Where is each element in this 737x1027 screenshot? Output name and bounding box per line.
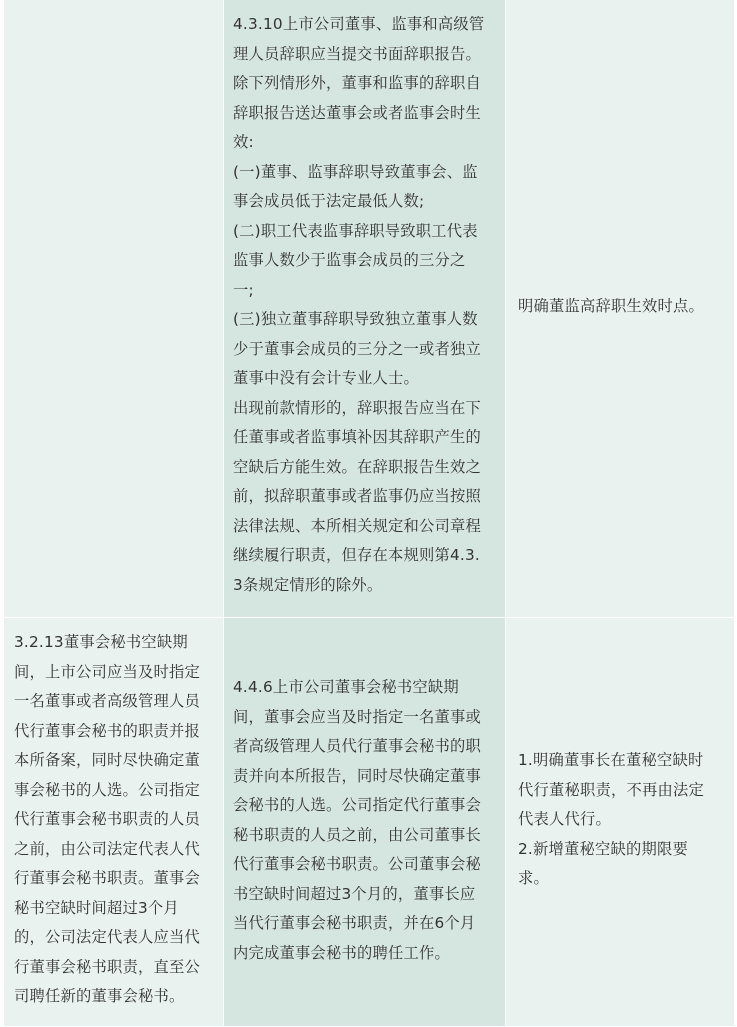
cell-text: 1.明确董事长在董秘空缺时 代行董秘职责，不再由法定 代表人代行。 2.新增董秘空缺的期限要 求。 (518, 751, 704, 887)
cell-text: 4.4.6上市公司董事会秘书空缺期 间，董事会应当及时指定一名董事或 者高级管理人员代行董事会秘书的职 责并向本所报告，同时尽快确定董事 会秘书的人选。公司指定代行董事会 秘书职责的人员之前，由公司董事长 代行董事会秘书职责。公司董事会秘 书空缺时间超过3个月的，董事长应 当代行董事会秘书职责，并在6个月 内完成董事会秘书的聘任工作。 (233, 678, 481, 962)
cell-text: 4.3.10上市公司董事、监事和高级管 理人员辞职应当提交书面辞职报告。 除下列情形外，董事和监事的辞职自 辞职报告送达董事会或者监事会时生 效: (一)董事、监事辞职导致董事会、监 事会成员低于法定最低人数; (二)职工代表监事辞职导致职工代表 监事人数少于监事会成员的三分之 一; (三)独立董事辞职导致独立董事人数 少于董事会成员的三分之一或者独立 董事中没有会计专业人士。 出现前款情形的，辞职报告应当在下 任董事或者监事填补因其辞职产生的 空缺后方能生效。在辞职报告生效之 前，拟辞职董事或者监事仍应当按照 法律法规、本所相关规定和公司章程 继续履行职责，但存在本规则第4.3. 3条规定情形的除外。 (233, 15, 485, 594)
table-cell-old-rule (4, 618, 224, 1027)
comparison-table (4, 0, 735, 1027)
table-cell-change-note (506, 0, 735, 618)
table-cell-old-rule (4, 0, 224, 618)
cell-text: 明确董监高辞职生效时点。 (518, 297, 704, 315)
table-cell-new-rule (224, 618, 506, 1027)
table-cell-new-rule (224, 0, 506, 618)
table-cell-change-note (506, 618, 735, 1027)
cell-text: 3.2.13董事会秘书空缺期 间，上市公司应当及时指定 一名董事或者高级管理人员 代行董事会秘书的职责并报 本所备案，同时尽快确定董 事会秘书的人选。公司指定 代行董事会秘书职责的人员 之前，由公司法定代表人代 行董事会秘书职责。董事会 秘书空缺时间超过3个月 的，公司法定代表人应当代 行董事会秘书职责，直至公 司聘任新的董事会秘书。 (14, 633, 200, 1005)
